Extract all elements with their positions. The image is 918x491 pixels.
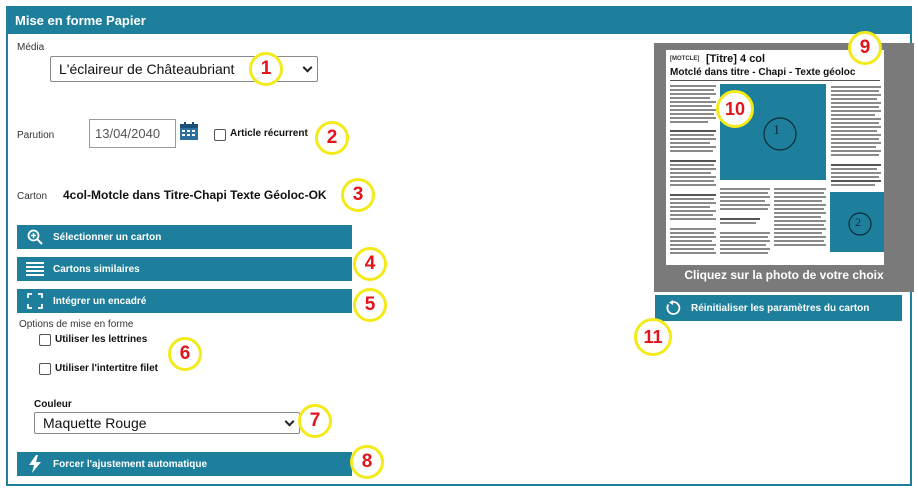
annotation-badge-1: 1	[249, 52, 283, 86]
lettrines-label: Utiliser les lettrines	[55, 334, 148, 345]
annotation-badge-6: 6	[168, 337, 202, 371]
lettrines-checkbox[interactable]	[39, 334, 51, 346]
preview-motcle: [MOTCLE]	[670, 56, 700, 62]
newspaper-thumbnail	[666, 50, 884, 265]
calendar-icon[interactable]	[179, 121, 199, 141]
reset-carton-button[interactable]	[655, 295, 902, 321]
select-carton-button[interactable]	[17, 225, 352, 249]
preview-photo-1-number: 1	[773, 123, 780, 138]
embed-box-button[interactable]	[17, 289, 352, 313]
select-carton-label: Sélectionner un carton	[53, 231, 162, 243]
frame-icon	[17, 289, 53, 313]
reset-icon	[655, 300, 691, 316]
annotation-badge-11: 11	[634, 318, 672, 356]
options-title: Options de mise en forme	[19, 319, 134, 330]
recurrent-label: Article récurrent	[230, 128, 308, 139]
preview-title-line2: Motclé dans titre - Chapi - Texte géoloc	[670, 67, 856, 78]
media-label: Média	[17, 42, 45, 53]
couleur-select-value: Maquette Rouge	[43, 415, 147, 431]
annotation-badge-5: 5	[353, 288, 387, 322]
couleur-label: Couleur	[34, 399, 72, 410]
carton-label: Carton	[17, 191, 48, 202]
preview-caption: Cliquez sur la photo de votre choix	[684, 268, 884, 282]
recurrent-checkbox[interactable]	[214, 129, 226, 141]
layout-panel	[6, 6, 912, 486]
intertitre-checkbox[interactable]	[39, 363, 51, 375]
similar-cartons-label: Cartons similaires	[53, 263, 140, 275]
annotation-badge-8: 8	[350, 445, 384, 479]
carton-preview-image[interactable]	[654, 43, 914, 292]
chevron-down-icon	[285, 417, 295, 427]
zoom-in-icon	[17, 225, 53, 249]
preview-encadre-2-number: 2	[855, 215, 861, 229]
annotation-badge-10: 10	[716, 90, 754, 128]
chevron-down-icon	[303, 63, 313, 73]
annotation-badge-9: 9	[848, 31, 882, 65]
annotation-badge-3: 3	[341, 178, 375, 212]
embed-box-label: Intégrer un encadré	[53, 295, 147, 307]
preview-encadre-2	[830, 192, 884, 252]
force-adjust-button[interactable]	[17, 452, 352, 476]
list-icon	[17, 257, 53, 281]
annotation-badge-2: 2	[315, 121, 349, 155]
carton-value: 4col-Motcle dans Titre-Chapi Texte Géoloc-OK	[63, 188, 327, 202]
intertitre-label: Utiliser l'intertitre filet	[55, 363, 158, 374]
preview-rule	[670, 80, 880, 81]
preview-title-line1: [Titre] 4 col	[706, 53, 766, 65]
reset-carton-label: Réinitialiser les paramètres du carton	[691, 302, 870, 314]
lightning-icon	[17, 452, 53, 476]
force-adjust-label: Forcer l'ajustement automatique	[53, 458, 208, 470]
couleur-select[interactable]	[34, 412, 300, 434]
parution-date-input[interactable]: 13/04/2040	[89, 119, 176, 148]
annotation-badge-7: 7	[298, 404, 332, 438]
annotation-badge-4: 4	[353, 247, 387, 281]
parution-label: Parution	[17, 130, 55, 141]
media-select-value: L'éclaireur de Châteaubriant	[59, 61, 235, 77]
panel-header: Mise en forme Papier	[8, 8, 910, 34]
similar-cartons-button[interactable]	[17, 257, 352, 281]
